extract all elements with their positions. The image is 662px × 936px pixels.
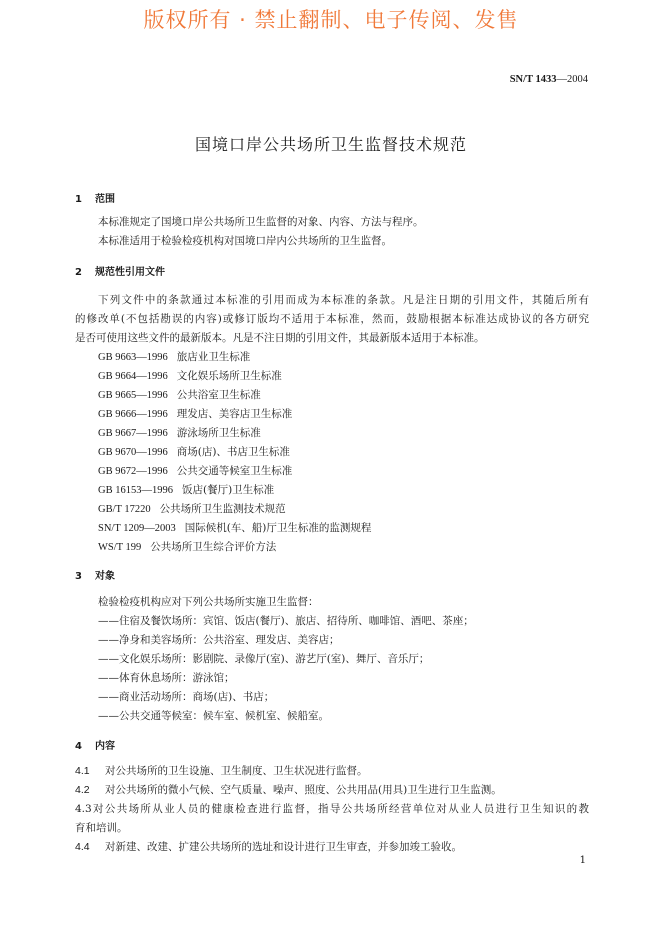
reference-code: WS/T 199: [98, 542, 142, 553]
content-item: [75, 781, 502, 799]
standard-code: [470, 74, 588, 85]
standard-code-year: —2004: [556, 74, 588, 85]
reference-item: [98, 348, 371, 367]
reference-title: 公共交通等候室卫生标准: [176, 465, 293, 477]
section-title: 范围: [95, 194, 115, 205]
reference-title: 商场(店)、书店卫生标准: [176, 446, 290, 458]
section-heading-objects: [75, 567, 115, 582]
reference-item: [98, 519, 371, 538]
content-item-text: 对新建、改建、扩建公共场所的选址和设计进行卫生审查，并参加竣工验收。: [105, 841, 462, 853]
content-item: [75, 800, 589, 818]
content-item: [75, 838, 462, 856]
section-title: 内容: [95, 741, 115, 752]
reference-title: 公共场所卫生综合评价方法: [150, 541, 277, 553]
reference-item: [98, 405, 371, 424]
reference-item: [98, 538, 371, 557]
reference-title: 旅店业卫生标准: [176, 351, 251, 363]
reference-code: GB 9663—1996: [98, 352, 168, 363]
object-item: ——商业活动场所：商场(店)、书店；: [98, 691, 275, 703]
copyright-watermark: 版权所有 · 禁止翻制、电子传阅、发售: [143, 8, 519, 32]
reference-title: 公共浴室卫生标准: [176, 389, 261, 401]
references-intro-line: 下列文件中的条款通过本标准的引用而成为本标准的条款。凡是注日期的引用文件，其随后所有: [98, 294, 589, 306]
reference-title: 文化娱乐场所卫生标准: [176, 370, 282, 382]
reference-code: GB 9670—1996: [98, 447, 168, 458]
scope-line: 本标准适用于检验检疫机构对国境口岸内公共场所的卫生监督。: [98, 235, 392, 247]
section-number: 3: [75, 571, 82, 582]
content-item-text: 对公共场所从业人员的健康检查进行监督，指导公共场所经营单位对从业人员进行卫生知识的教: [91, 803, 589, 815]
reference-title: 饭店(餐厅)卫生标准: [181, 484, 275, 496]
reference-code: SN/T 1209—2003: [98, 523, 176, 534]
content-item: [75, 762, 368, 780]
section-number: 2: [75, 267, 82, 278]
content-item-text: 对公共场所的卫生设施、卫生制度、卫生状况进行监督。: [105, 765, 368, 777]
content-item-number: 4.4: [75, 841, 90, 853]
content-item-number: 4.2: [75, 784, 90, 796]
object-list: [98, 593, 474, 726]
object-item: ——住宿及餐饮场所：宾馆、饭店(餐厅)、旅店、招待所、咖啡馆、酒吧、茶座；: [98, 615, 474, 627]
reference-item: [98, 462, 371, 481]
object-item: ——文化娱乐场所：影剧院、录像厅(室)、游艺厅(室)、舞厅、音乐厅；: [98, 653, 430, 665]
objects-intro: 检验检疫机构应对下列公共场所实施卫生监督：: [98, 596, 319, 608]
object-item: ——公共交通等候室：候车室、候机室、候船室。: [98, 710, 329, 722]
scope-line: 本标准规定了国境口岸公共场所卫生监督的对象、内容、方法与程序。: [98, 216, 424, 228]
reference-item: [98, 424, 371, 443]
section-number: 1: [75, 194, 82, 205]
section-heading-references: [75, 263, 165, 278]
references-intro-line: 是否可使用这些文件的最新版本。凡是不注日期的引用文件，其最新版本适用于本标准。: [75, 332, 485, 344]
object-item: ——净身和美容场所：公共浴室、理发店、美容店；: [98, 634, 340, 646]
object-item: ——体育休息场所：游泳馆；: [98, 672, 235, 684]
reference-title: 公共场所卫生监测技术规范: [159, 503, 286, 515]
document-title: 国境口岸公共场所卫生监督技术规范: [194, 135, 467, 154]
reference-list: [98, 348, 371, 557]
reference-code: GB 9666—1996: [98, 409, 168, 420]
section-title: 对象: [95, 571, 115, 582]
reference-item: [98, 443, 371, 462]
section-number: 4: [75, 741, 82, 752]
section-title: 规范性引用文件: [95, 267, 165, 278]
reference-item: [98, 367, 371, 386]
reference-title: 游泳场所卫生标准: [176, 427, 261, 439]
content-item-number: 4.3: [75, 803, 92, 815]
content-item-continuation: 育和培训。: [75, 822, 128, 834]
reference-item: [98, 386, 371, 405]
reference-item: [98, 481, 371, 500]
section-heading-content: [75, 737, 115, 752]
reference-code: GB 9667—1996: [98, 428, 168, 439]
reference-title: 理发店、美容店卫生标准: [176, 408, 293, 420]
reference-code: GB/T 17220: [98, 504, 151, 515]
references-intro-line: 的修改单(不包括勘误的内容)或修订版均不适用于本标准，然而，鼓励根据本标准达成协议的各方研究: [75, 313, 589, 325]
reference-item: [98, 500, 371, 519]
standard-code-number: SN/T 1433: [509, 74, 557, 85]
page-number: 1: [579, 855, 586, 866]
reference-title: 国际候机(车、船)厅卫生标准的监测规程: [184, 522, 372, 534]
section-heading-scope: [75, 190, 115, 205]
reference-code: GB 9664—1996: [98, 371, 168, 382]
reference-code: GB 16153—1996: [98, 485, 173, 496]
reference-code: GB 9665—1996: [98, 390, 168, 401]
content-item-text: 对公共场所的微小气候、空气质量、噪声、照度、公共用品(用具)卫生进行卫生监测。: [105, 784, 502, 796]
reference-code: GB 9672—1996: [98, 466, 168, 477]
content-item-number: 4.1: [75, 765, 90, 777]
